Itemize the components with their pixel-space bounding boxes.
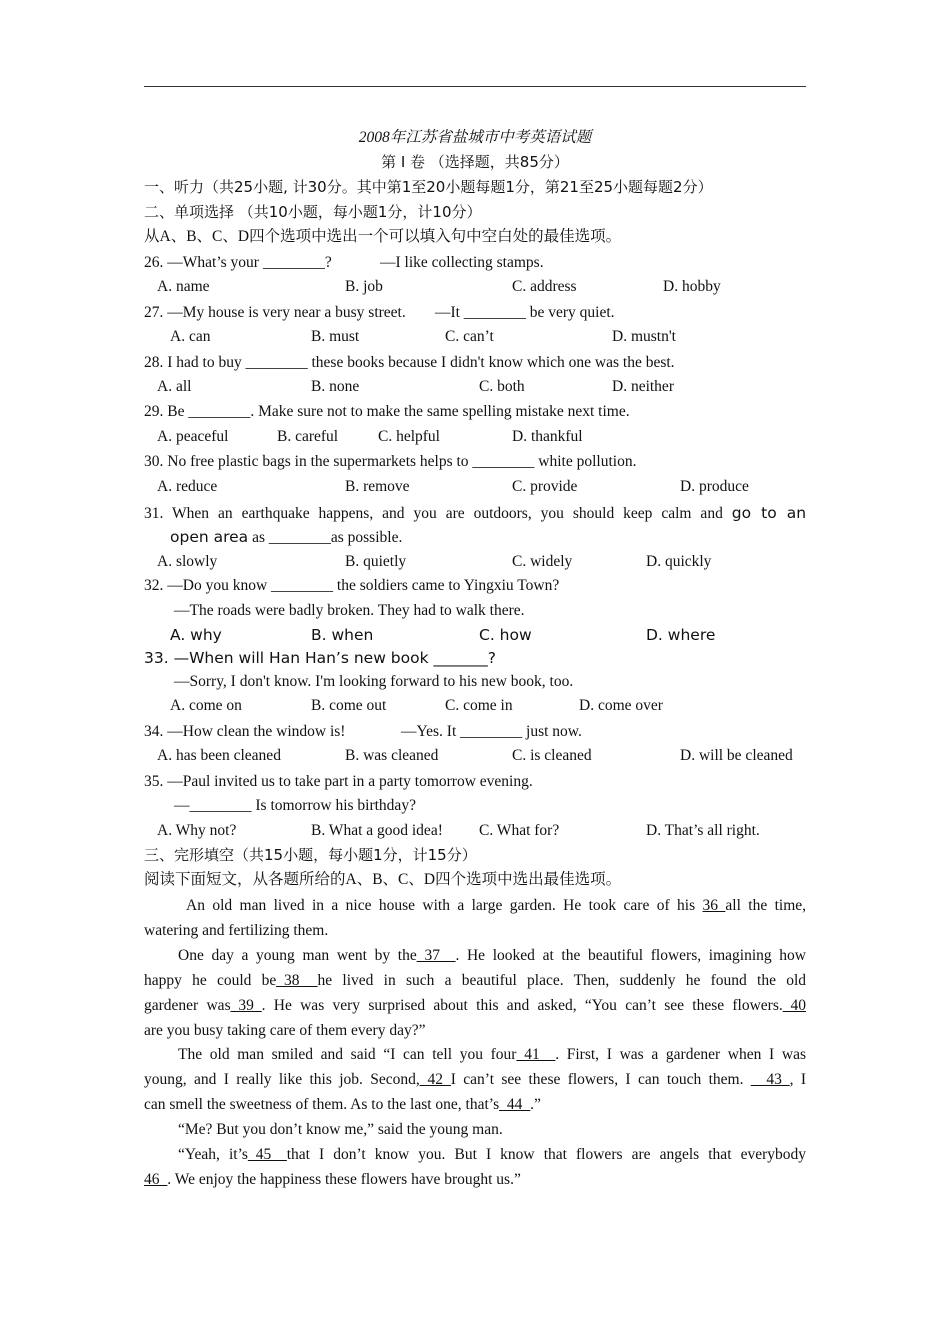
- question-31-stem-rest: as ________as possible.: [252, 529, 403, 546]
- cloze-text: . We enjoy the happiness these flowers have brought us.”: [167, 1171, 521, 1188]
- question-26-option-b: B. job: [345, 278, 383, 295]
- section-cloze-heading: 三、完形填空（共15小题，每小题1分，计15分）: [144, 846, 477, 864]
- cloze-blank-40: _40: [782, 997, 806, 1014]
- question-31-option-c: C. widely: [512, 553, 573, 570]
- cloze-text: I can’t see these flowers, I can touch them.: [450, 1071, 744, 1088]
- question-35-reply: —________ Is tomorrow his birthday?: [174, 797, 416, 814]
- question-32-stem: 32. —Do you know ________ the soldiers came to Yingxiu Town?: [144, 577, 560, 594]
- question-34-option-a: A. has been cleaned: [157, 747, 281, 764]
- cloze-blank-39: _39_: [230, 997, 262, 1014]
- question-33-option-c: C. come in: [445, 697, 513, 714]
- cloze-blank-46: 46_: [144, 1171, 168, 1188]
- question-29-stem: 29. Be ________. Make sure not to make the same spelling mistake next time.: [144, 403, 630, 420]
- cloze-p2-line2: [144, 971, 806, 991]
- cloze-p1-line2: watering and fertilizing them.: [144, 922, 329, 939]
- cloze-text: . He looked at the beautiful flowers, imagining how: [455, 947, 806, 964]
- cloze-text: he lived in such a beautiful place. Then, suddenly he found the old: [317, 972, 807, 989]
- question-31-stem-line1: [144, 503, 806, 524]
- cloze-text: “Yeah, it’s: [178, 1146, 248, 1163]
- question-33-option-b: B. come out: [311, 697, 387, 714]
- question-30-option-a: A. reduce: [157, 478, 218, 495]
- question-26-option-c: C. address: [512, 278, 577, 295]
- question-28-option-a: A. all: [157, 378, 192, 395]
- top-rule: [144, 86, 806, 87]
- question-30-option-b: B. remove: [345, 478, 410, 495]
- cloze-text: can smell the sweetness of them. As to the last one, that’s: [144, 1096, 500, 1113]
- cloze-p2-line4: are you busy taking care of them every day?”: [144, 1022, 426, 1039]
- single-choice-instruction: 从A、B、C、D四个选项中选出一个可以填入句中空白处的最佳选项。: [144, 228, 622, 245]
- question-31-stem-sans: go to an: [731, 504, 807, 522]
- paper-subtitle: 第 I 卷 （选择题，共85分）: [381, 153, 569, 171]
- cloze-blank-36: 36: [702, 897, 726, 914]
- question-27-stem: 27. —My house is very near a busy street.: [144, 304, 406, 321]
- cloze-p4: “Me? But you don’t know me,” said the young man.: [178, 1121, 503, 1138]
- question-26-option-a: A. name: [157, 278, 210, 295]
- cloze-p3-line1: [144, 1045, 806, 1065]
- question-33-option-a: A. come on: [170, 697, 242, 714]
- question-28-option-d: D. neither: [612, 378, 674, 395]
- question-35-option-c: C. What for?: [479, 822, 560, 839]
- cloze-p2-line1: [144, 946, 806, 966]
- question-33-option-d: D. come over: [579, 697, 663, 714]
- cloze-blank-43: __43_: [750, 1071, 790, 1088]
- question-33-stem: 33. —When will Han Han’s new book _______?: [144, 649, 496, 667]
- question-31-option-d: D. quickly: [646, 553, 712, 570]
- cloze-blank-45: _45__: [247, 1146, 287, 1163]
- cloze-instruction: 阅读下面短文，从各题所给的A、B、C、D四个选项中选出最佳选项。: [144, 871, 622, 888]
- cloze-text: An old man lived in a nice house with a large garden. He took care of his: [186, 897, 696, 914]
- section-listening-heading: 一、听力（共25小题, 计30分。其中第1至20小题每题1分，第21至25小题每题2分）: [144, 178, 713, 196]
- question-34-option-d: D. will be cleaned: [680, 747, 793, 764]
- question-31-option-b: B. quietly: [345, 553, 407, 570]
- question-31-open-area: open area: [170, 528, 249, 546]
- question-35-option-d: D. That’s all right.: [646, 822, 760, 839]
- question-32-option-b: B. when: [311, 626, 374, 644]
- question-34-reply: —Yes. It ________ just now.: [401, 723, 582, 740]
- question-30-option-d: D. produce: [680, 478, 749, 495]
- question-29-option-a: A. peaceful: [157, 428, 229, 445]
- question-27-option-b: B. must: [311, 328, 360, 345]
- question-26-stem: 26. —What’s your ________?: [144, 254, 332, 271]
- cloze-blank-38: _38 _: [276, 972, 318, 989]
- cloze-text: . He was very surprised about this and asked, “You can’t see these flowers.: [261, 997, 783, 1014]
- question-26-option-d: D. hobby: [663, 278, 721, 295]
- exam-title: 2008年江苏省盐城市中考英语试题: [358, 129, 592, 146]
- question-34-option-c: C. is cleaned: [512, 747, 592, 764]
- cloze-text: , I: [789, 1071, 806, 1088]
- question-32-reply: —The roads were badly broken. They had to walk there.: [174, 602, 525, 619]
- question-26-reply: —I like collecting stamps.: [380, 254, 544, 271]
- cloze-text: happy he could be: [144, 972, 277, 989]
- question-29-option-d: D. thankful: [512, 428, 583, 445]
- question-35-option-a: A. Why not?: [157, 822, 237, 839]
- cloze-blank-37: _37__: [416, 947, 456, 964]
- question-32-option-d: D. where: [646, 626, 716, 644]
- question-28-stem: 28. I had to buy ________ these books because I didn't know which one was the best.: [144, 354, 675, 371]
- cloze-text: . First, I was a gardener when I was: [555, 1046, 806, 1063]
- question-34-option-b: B. was cleaned: [345, 747, 439, 764]
- question-32-option-c: C. how: [479, 626, 532, 644]
- question-27-reply: —It ________ be very quiet.: [435, 304, 615, 321]
- cloze-text: One day a young man went by the: [178, 947, 417, 964]
- cloze-text: that I don’t know you. But I know that flowers are angels that everybody: [286, 1146, 806, 1163]
- cloze-p5-line2: [144, 1170, 521, 1190]
- cloze-blank-44: _44_: [499, 1096, 531, 1113]
- cloze-text: young, and I really like this job. Second,: [144, 1071, 420, 1088]
- section-single-choice-heading: 二、单项选择 （共10小题，每小题1分，计10分）: [144, 203, 482, 221]
- question-29-option-b: B. careful: [277, 428, 339, 445]
- question-35-option-b: B. What a good idea!: [311, 822, 443, 839]
- cloze-text: The old man smiled and said “I can tell you four: [178, 1046, 517, 1063]
- question-31-stem-line2: [170, 527, 402, 548]
- question-32-option-a: A. why: [170, 626, 222, 644]
- question-31-stem-text: 31. When an earthquake happens, and you are outdoors, you should keep calm and: [144, 505, 723, 522]
- question-29-option-c: C. helpful: [378, 428, 440, 445]
- question-30-option-c: C. provide: [512, 478, 578, 495]
- question-35-stem: 35. —Paul invited us to take part in a party tomorrow evening.: [144, 773, 533, 790]
- question-33-reply: —Sorry, I don't know. I'm looking forward to his new book, too.: [174, 673, 574, 690]
- question-28-option-c: C. both: [479, 378, 525, 395]
- question-27-option-d: D. mustn't: [612, 328, 676, 345]
- cloze-text: .”: [530, 1096, 541, 1113]
- cloze-text: all the time,: [725, 897, 807, 914]
- question-31-option-a: A. slowly: [157, 553, 218, 570]
- cloze-p2-line3: [144, 996, 806, 1016]
- question-30-stem: 30. No free plastic bags in the supermarkets helps to ________ white pollution.: [144, 453, 637, 470]
- cloze-p3-line3: [144, 1095, 541, 1115]
- cloze-blank-41: _41__: [516, 1046, 556, 1063]
- cloze-p3-line2: [144, 1070, 806, 1090]
- question-27-option-c: C. can’t: [445, 328, 494, 345]
- cloze-text: gardener was: [144, 997, 231, 1014]
- cloze-p1-line1: [144, 896, 806, 916]
- cloze-p5-line1: [144, 1145, 806, 1165]
- question-28-option-b: B. none: [311, 378, 360, 395]
- question-27-option-a: A. can: [170, 328, 211, 345]
- question-34-stem: 34. —How clean the window is!: [144, 723, 346, 740]
- cloze-blank-42: _42_: [419, 1071, 451, 1088]
